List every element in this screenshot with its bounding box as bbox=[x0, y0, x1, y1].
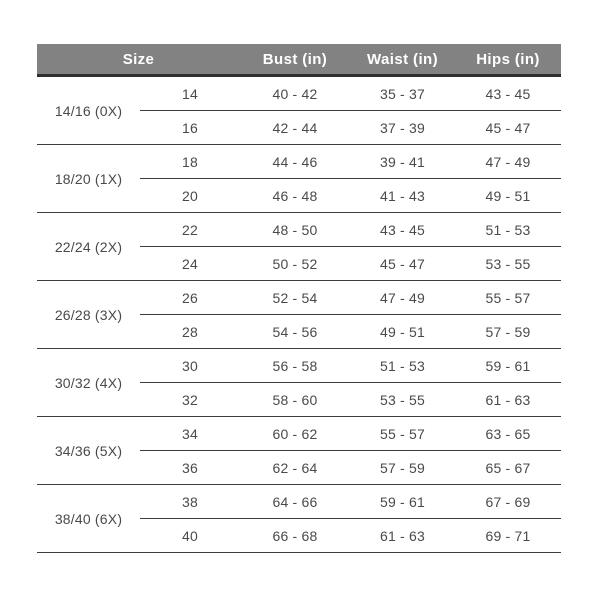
cell-waist: 59 - 61 bbox=[350, 485, 455, 519]
cell-hips: 51 - 53 bbox=[455, 213, 561, 247]
cell-bust: 40 - 42 bbox=[240, 76, 350, 111]
cell-hips: 63 - 65 bbox=[455, 417, 561, 451]
cell-size: 24 bbox=[140, 247, 240, 281]
cell-bust: 66 - 68 bbox=[240, 519, 350, 553]
cell-waist: 53 - 55 bbox=[350, 383, 455, 417]
cell-hips: 47 - 49 bbox=[455, 145, 561, 179]
cell-size: 26 bbox=[140, 281, 240, 315]
cell-size: 14 bbox=[140, 76, 240, 111]
cell-size: 40 bbox=[140, 519, 240, 553]
cell-waist: 49 - 51 bbox=[350, 315, 455, 349]
cell-hips: 55 - 57 bbox=[455, 281, 561, 315]
cell-waist: 35 - 37 bbox=[350, 76, 455, 111]
size-group-label: 30/32 (4X) bbox=[37, 349, 140, 417]
size-table-body bbox=[37, 76, 561, 553]
cell-waist: 55 - 57 bbox=[350, 417, 455, 451]
cell-waist: 45 - 47 bbox=[350, 247, 455, 281]
cell-hips: 49 - 51 bbox=[455, 179, 561, 213]
header-bust: Bust (in) bbox=[240, 44, 350, 76]
cell-waist: 61 - 63 bbox=[350, 519, 455, 553]
cell-bust: 58 - 60 bbox=[240, 383, 350, 417]
cell-bust: 42 - 44 bbox=[240, 111, 350, 145]
size-group-label: 22/24 (2X) bbox=[37, 213, 140, 281]
cell-bust: 46 - 48 bbox=[240, 179, 350, 213]
cell-hips: 61 - 63 bbox=[455, 383, 561, 417]
cell-size: 30 bbox=[140, 349, 240, 383]
table-header bbox=[37, 44, 561, 76]
cell-waist: 47 - 49 bbox=[350, 281, 455, 315]
cell-size: 32 bbox=[140, 383, 240, 417]
header-size: Size bbox=[37, 44, 240, 76]
cell-size: 38 bbox=[140, 485, 240, 519]
cell-size: 18 bbox=[140, 145, 240, 179]
size-chart bbox=[37, 44, 561, 553]
table-row bbox=[37, 417, 561, 451]
size-group-label: 18/20 (1X) bbox=[37, 145, 140, 213]
cell-waist: 41 - 43 bbox=[350, 179, 455, 213]
cell-waist: 37 - 39 bbox=[350, 111, 455, 145]
header-waist: Waist (in) bbox=[350, 44, 455, 76]
table-row bbox=[37, 213, 561, 247]
cell-hips: 43 - 45 bbox=[455, 76, 561, 111]
cell-size: 20 bbox=[140, 179, 240, 213]
cell-size: 28 bbox=[140, 315, 240, 349]
cell-size: 16 bbox=[140, 111, 240, 145]
cell-bust: 60 - 62 bbox=[240, 417, 350, 451]
cell-waist: 57 - 59 bbox=[350, 451, 455, 485]
cell-waist: 51 - 53 bbox=[350, 349, 455, 383]
cell-bust: 48 - 50 bbox=[240, 213, 350, 247]
cell-bust: 54 - 56 bbox=[240, 315, 350, 349]
table-row bbox=[37, 485, 561, 519]
table-header-row bbox=[37, 44, 561, 76]
cell-size: 34 bbox=[140, 417, 240, 451]
cell-bust: 64 - 66 bbox=[240, 485, 350, 519]
size-group-label: 34/36 (5X) bbox=[37, 417, 140, 485]
cell-bust: 44 - 46 bbox=[240, 145, 350, 179]
table-row bbox=[37, 281, 561, 315]
size-group-label: 26/28 (3X) bbox=[37, 281, 140, 349]
size-chart-table bbox=[37, 44, 561, 553]
cell-hips: 53 - 55 bbox=[455, 247, 561, 281]
table-row bbox=[37, 145, 561, 179]
cell-hips: 67 - 69 bbox=[455, 485, 561, 519]
cell-hips: 45 - 47 bbox=[455, 111, 561, 145]
cell-waist: 43 - 45 bbox=[350, 213, 455, 247]
cell-hips: 69 - 71 bbox=[455, 519, 561, 553]
header-hips: Hips (in) bbox=[455, 44, 561, 76]
table-row bbox=[37, 76, 561, 111]
cell-bust: 56 - 58 bbox=[240, 349, 350, 383]
size-group-label: 14/16 (0X) bbox=[37, 76, 140, 145]
cell-size: 36 bbox=[140, 451, 240, 485]
size-group-label: 38/40 (6X) bbox=[37, 485, 140, 553]
cell-waist: 39 - 41 bbox=[350, 145, 455, 179]
table-row bbox=[37, 349, 561, 383]
cell-bust: 62 - 64 bbox=[240, 451, 350, 485]
cell-size: 22 bbox=[140, 213, 240, 247]
cell-hips: 65 - 67 bbox=[455, 451, 561, 485]
cell-bust: 52 - 54 bbox=[240, 281, 350, 315]
cell-hips: 59 - 61 bbox=[455, 349, 561, 383]
cell-bust: 50 - 52 bbox=[240, 247, 350, 281]
cell-hips: 57 - 59 bbox=[455, 315, 561, 349]
